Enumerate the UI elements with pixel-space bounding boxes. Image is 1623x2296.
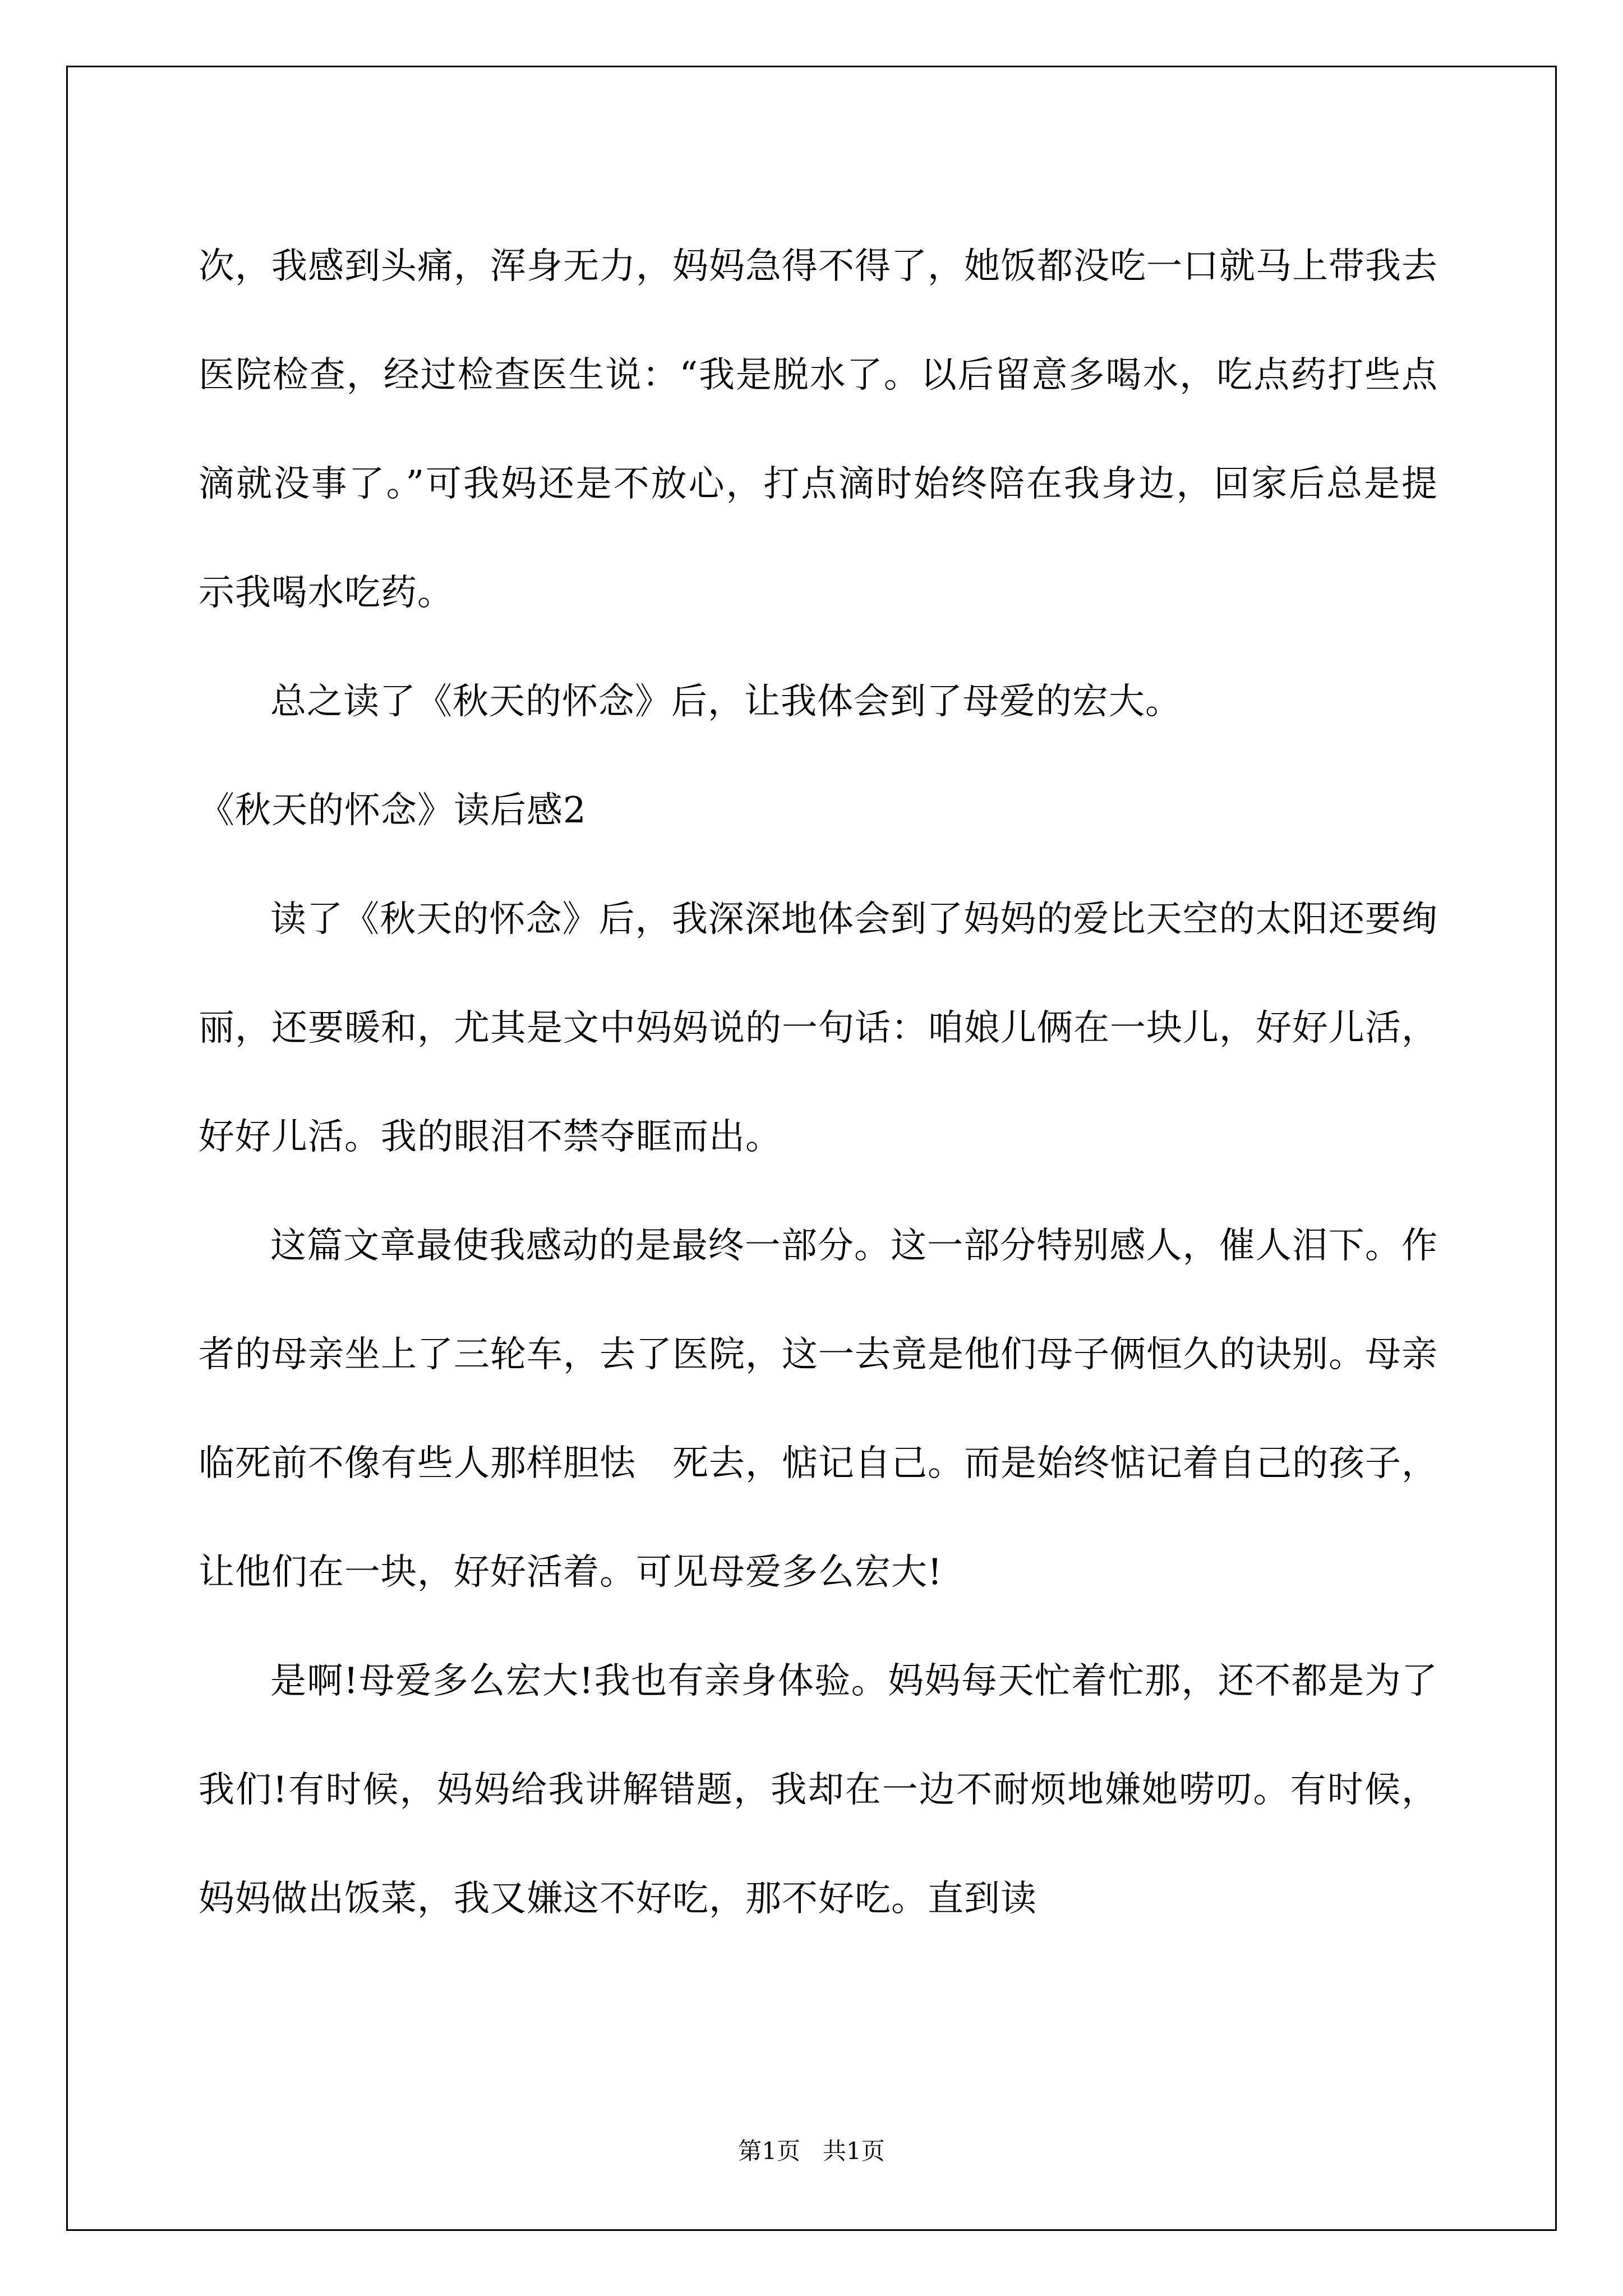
paragraph-moving-part: 这篇文章最使我感动的是最终一部分。这一部分特别感人，催人泪下。作者的母亲坐上了三轮车，去了医院，这一去竟是他们母子俩恒久的诀别。母亲临死前不像有些人那样胆怯 死去，惦记自己。而是始终惦记着自己的孩子，让他们在一块，好好活着。可见母爱多么宏大! xyxy=(199,1225,1438,1593)
document-body xyxy=(199,212,1438,1953)
page-number: 第1页 xyxy=(738,2137,800,2165)
paragraph-opening: 读了《秋天的怀念》后，我深深地体会到了妈妈的爱比天空的太阳还要绚丽，还要暖和，尤其是文中妈妈说的一句话：咱娘儿俩在一块儿，好好儿活，好好儿活。我的眼泪不禁夺眶而出。 xyxy=(199,899,1438,1158)
section-heading: 《秋天的怀念》读后感2 xyxy=(199,790,587,831)
paragraph-conclusion: 总之读了《秋天的怀念》后，让我体会到了母爱的宏大。 xyxy=(270,681,1182,723)
paragraph-continuation: 次，我感到头痛，浑身无力，妈妈急得不得了，她饭都没吃一口就马上带我去医院检查，经过检查医生说：“我是脱水了。以后留意多喝水，吃点药打些点滴就没事了。”可我妈还是不放心，打点滴时始终陪在我身边，回家后总是提示我喝水吃药。 xyxy=(199,246,1438,614)
page-total: 共1页 xyxy=(823,2137,885,2165)
page-footer xyxy=(0,2134,1623,2168)
paragraph-personal-experience: 是啊!母爱多么宏大!我也有亲身体验。妈妈每天忙着忙那，还不都是为了我们!有时候，妈妈给我讲解错题，我却在一边不耐烦地嫌她唠叨。有时候，妈妈做出饭菜，我又嫌这不好吃，那不好吃。直到读 xyxy=(199,1660,1438,1920)
